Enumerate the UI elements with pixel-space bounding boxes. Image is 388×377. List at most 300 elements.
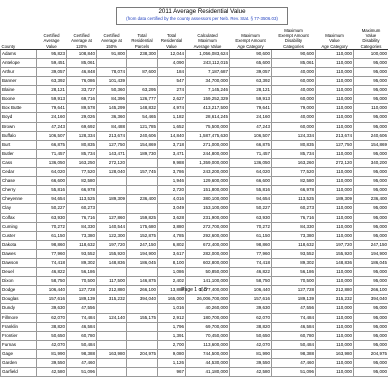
value-cell: 59,913 — [37, 95, 67, 104]
table-row — [1, 240, 388, 249]
table-row — [1, 322, 388, 331]
value-cell: 140,544 — [97, 222, 127, 231]
value-cell: 47,243 — [37, 122, 67, 131]
column-header: Parcels — [127, 44, 158, 50]
value-cell: 3,880 — [158, 222, 186, 231]
value-cell: 74,484 — [272, 313, 316, 322]
table-row — [1, 277, 388, 286]
value-cell: 143,471 — [97, 149, 127, 158]
value-cell: 212,880 — [316, 286, 354, 295]
value-cell: 106,507 — [37, 131, 67, 140]
value-cell: 66,600 — [230, 177, 272, 186]
column-header: Disability — [354, 38, 388, 43]
value-cell: 110,000 — [316, 122, 354, 131]
value-cell: 110,000 — [316, 58, 354, 67]
county-cell: Blaine — [1, 86, 37, 95]
value-cell: 141,100,000 — [186, 277, 230, 286]
value-cell: 98,388 — [272, 349, 316, 358]
value-cell: 28,614,245 — [186, 113, 230, 122]
value-cell: 50,227 — [37, 204, 67, 213]
value-cell: 3,786 — [158, 168, 186, 177]
value-cell: 64,020 — [230, 168, 272, 177]
value-cell: 189,139 — [67, 295, 97, 304]
value-cell: 189,309 — [316, 195, 354, 204]
table-row — [1, 304, 388, 313]
value-cell: 40,000 — [272, 113, 316, 122]
value-cell: 165,000 — [158, 295, 186, 304]
county-cell: Antelope — [1, 58, 37, 67]
value-cell: 70,500 — [67, 277, 97, 286]
county-cell: Dodge — [1, 286, 37, 295]
value-cell: 110,000 — [316, 68, 354, 77]
value-cell: 95,000 — [354, 304, 388, 313]
value-cell: 80,835 — [272, 140, 316, 149]
value-cell: 74,418 — [230, 258, 272, 267]
value-cell: 80,835 — [67, 140, 97, 149]
value-cell: 13,880 — [158, 286, 186, 295]
value-cell: 154,869 — [354, 140, 388, 149]
value-cell: 39,630 — [37, 304, 67, 313]
value-cell: 145,299 — [97, 104, 127, 113]
county-cell: Arthur — [1, 68, 37, 77]
value-cell: 127,750 — [316, 140, 354, 149]
value-cell: 95,000 — [354, 122, 388, 131]
value-cell: 98,860 — [37, 240, 67, 249]
value-cell: 82,580 — [272, 177, 316, 186]
value-cell: 155,175 — [127, 313, 158, 322]
value-cell: 110,000 — [316, 168, 354, 177]
county-cell: Boone — [1, 95, 37, 104]
value-cell: 77,520 — [67, 168, 97, 177]
value-cell: 189,730 — [127, 149, 158, 158]
value-cell — [127, 204, 158, 213]
value-cell: 157,616 — [230, 295, 272, 304]
value-cell: 148,836 — [97, 258, 127, 267]
value-cell: 247,150 — [354, 240, 388, 249]
table-row — [1, 186, 388, 195]
value-cell: 61,150 — [230, 231, 272, 240]
column-header: Age Category — [230, 44, 272, 50]
value-cell: 315,232 — [316, 295, 354, 304]
value-cell: 60,780 — [272, 331, 316, 340]
value-cell: 60,780 — [67, 331, 97, 340]
value-cell: 50,650 — [37, 331, 67, 340]
value-cell: 64,020 — [37, 168, 67, 177]
value-cell: 113,600,000 — [186, 340, 230, 349]
value-cell: 3,617 — [158, 249, 186, 258]
value-cell: 394,040 — [354, 295, 388, 304]
value-cell: 110,000 — [316, 340, 354, 349]
value-cell: 94,654 — [37, 195, 67, 204]
value-cell: 79,000 — [272, 104, 316, 113]
value-cell: 46,584 — [67, 322, 97, 331]
value-cell: 110,000 — [316, 322, 354, 331]
page-footer: Page 1 of 3 — [0, 287, 388, 293]
value-cell: 40,260,000 — [186, 304, 230, 313]
county-cell: Boyd — [1, 113, 37, 122]
value-cell — [127, 359, 158, 368]
table-row — [1, 86, 388, 95]
value-cell: 62,070 — [37, 313, 67, 322]
value-cell: 61,150 — [37, 231, 67, 240]
value-cell: 152,875 — [127, 231, 158, 240]
value-cell: 146,875 — [127, 277, 158, 286]
value-cell: 151,800,000 — [186, 186, 230, 195]
column-header: 120% — [67, 44, 97, 50]
value-cell: 1,359,000,000 — [186, 158, 230, 167]
value-cell: 272,120 — [97, 158, 127, 167]
value-cell: 9,080 — [158, 349, 186, 358]
value-cell: 46,822 — [37, 268, 67, 277]
value-cell: 55,816 — [230, 186, 272, 195]
county-cell: Chase — [1, 177, 37, 186]
value-cell: 127,860 — [97, 213, 127, 222]
value-cell: 29,026 — [67, 113, 97, 122]
value-cell: 75,500,000 — [186, 122, 230, 131]
value-cell: 1,946 — [158, 177, 186, 186]
value-cell: 89,302 — [272, 258, 316, 267]
value-cell: 124,140 — [97, 313, 127, 322]
value-cell: 127,750 — [97, 140, 127, 149]
value-cell: 56,186 — [67, 268, 97, 277]
value-cell: 63,930 — [37, 213, 67, 222]
column-header: Residential — [158, 38, 186, 43]
value-cell: 95,000 — [354, 168, 388, 177]
value-cell: 63,930 — [230, 213, 272, 222]
value-cell: 51,096 — [67, 368, 97, 377]
table-row — [1, 249, 388, 258]
value-cell — [97, 368, 127, 377]
value-cell: 175,680 — [127, 222, 158, 231]
value-cell: 85,061 — [272, 58, 316, 67]
value-cell: 110,000 — [316, 331, 354, 340]
residential-value-table — [0, 28, 388, 377]
value-cell: 266,100 — [354, 286, 388, 295]
table-row — [1, 122, 388, 131]
value-cell: 34,700,000 — [186, 77, 230, 86]
table-row — [1, 268, 388, 277]
value-cell: 380,100,000 — [186, 195, 230, 204]
value-cell: 1,086 — [158, 268, 186, 277]
value-cell: 1,056,083,624 — [186, 49, 230, 58]
county-cell: Banner — [1, 77, 37, 86]
column-header: Certified — [97, 33, 127, 38]
county-cell: Box Butte — [1, 104, 37, 113]
county-cell: Cheyenne — [1, 195, 37, 204]
value-cell: 155,920 — [316, 249, 354, 258]
value-cell: 967 — [158, 368, 186, 377]
table-row — [1, 149, 388, 158]
table-row — [1, 77, 388, 86]
table-row — [1, 349, 388, 358]
value-cell — [97, 340, 127, 349]
value-cell: 110,000 — [316, 104, 354, 113]
value-cell: 106,440 — [230, 286, 272, 295]
value-cell: 89,302 — [67, 258, 97, 267]
value-cell: 40,000 — [272, 86, 316, 95]
value-cell: 95,000 — [354, 268, 388, 277]
table-row — [1, 95, 388, 104]
value-cell: 95,000 — [354, 368, 388, 377]
county-cell: Cass — [1, 158, 37, 167]
value-cell: 4,785 — [158, 231, 186, 240]
column-header: Certified — [37, 33, 67, 38]
value-cell: 95,000 — [354, 222, 388, 231]
value-cell: 85,734 — [67, 149, 97, 158]
value-cell: 63,392 — [37, 77, 67, 86]
value-cell: 66,875 — [37, 140, 67, 149]
county-cell: Dawson — [1, 258, 37, 267]
table-row — [1, 168, 388, 177]
value-cell: 110,000 — [316, 95, 354, 104]
value-cell: 50,484 — [67, 340, 97, 349]
value-cell: 247,150 — [127, 240, 158, 249]
value-cell: 106,440 — [37, 286, 67, 295]
county-cell: Buffalo — [1, 131, 37, 140]
value-cell — [97, 204, 127, 213]
county-cell: Douglas — [1, 295, 37, 304]
value-cell: 1,652 — [158, 122, 186, 131]
value-cell: 244,800,000 — [186, 149, 230, 158]
value-cell: 124,334 — [272, 131, 316, 140]
title-box — [116, 7, 288, 25]
table-row — [1, 58, 388, 67]
column-header: Total — [158, 33, 186, 38]
value-cell: 24,160 — [230, 113, 272, 122]
value-cell: 136,050 — [37, 158, 67, 167]
value-cell: 47,243 — [230, 122, 272, 131]
value-cell: 4,090 — [158, 58, 186, 67]
value-cell: 100,000 — [354, 49, 388, 58]
value-cell: 121,785 — [127, 122, 158, 131]
value-cell: 292,600,000 — [186, 231, 230, 240]
value-cell: 98,388 — [67, 349, 97, 358]
value-cell: 204,975 — [127, 349, 158, 358]
value-cell: 6,802 — [158, 240, 186, 249]
column-header: Maximum — [354, 28, 388, 33]
value-cell: 113,525 — [272, 195, 316, 204]
value-cell: 95,000 — [354, 95, 388, 104]
value-cell: 194,900 — [127, 249, 158, 258]
value-cell: 101,439 — [97, 77, 127, 86]
value-cell: 39,630 — [230, 304, 272, 313]
value-cell: 110,000 — [316, 204, 354, 213]
value-cell: 1,182 — [158, 113, 186, 122]
value-cell: 55,816 — [37, 186, 67, 195]
value-cell: 189,139 — [272, 295, 316, 304]
value-cell: 50,850,000 — [186, 268, 230, 277]
value-cell: 117,500 — [97, 277, 127, 286]
value-cell: 95,000 — [354, 231, 388, 240]
value-cell: 60,000 — [272, 77, 316, 86]
page-subtitle: (from data certified by the county assessors per Neb. Rev. Stat. § 77-3506.03) — [117, 17, 287, 21]
value-cell: 84,330 — [272, 222, 316, 231]
column-header: Average at — [97, 38, 127, 43]
value-cell: 118,632 — [67, 240, 97, 249]
value-cell — [127, 186, 158, 195]
table-row — [1, 359, 388, 368]
value-cell: 110,000 — [316, 86, 354, 95]
value-cell: 110,000 — [316, 113, 354, 122]
value-cell — [127, 58, 158, 67]
value-cell: 110,000 — [316, 277, 354, 286]
value-cell: 71,457 — [37, 149, 67, 158]
value-cell: 33,727 — [67, 86, 97, 95]
value-cell: 110,000 — [316, 149, 354, 158]
value-cell: 47,556 — [272, 304, 316, 313]
value-cell: 197,720 — [97, 240, 127, 249]
value-cell: 2,720 — [158, 186, 186, 195]
value-cell: 186,045 — [354, 258, 388, 267]
value-cell: 157,745 — [127, 168, 158, 177]
value-cell: 118,632 — [272, 240, 316, 249]
value-cell: 95,823 — [37, 49, 67, 58]
value-cell: 106,507 — [230, 131, 272, 140]
county-cell: Gage — [1, 349, 37, 358]
column-header: Residential — [127, 38, 158, 43]
value-cell — [97, 186, 127, 195]
value-cell: 54,465 — [127, 113, 158, 122]
value-cell: 3,471 — [158, 149, 186, 158]
value-cell: 58,750 — [230, 277, 272, 286]
value-cell: 602,800,000 — [186, 258, 230, 267]
county-cell: Dakota — [1, 240, 37, 249]
value-cell: 7,145,246 — [186, 86, 230, 95]
column-header: Maximum — [272, 28, 316, 33]
county-cell: Franklin — [1, 322, 37, 331]
value-cell: 110,000 — [354, 104, 388, 113]
value-cell: 9,988 — [158, 158, 186, 167]
value-cell: 74,484 — [67, 313, 97, 322]
county-cell: Butler — [1, 149, 37, 158]
value-cell: 153,100,000 — [186, 204, 230, 213]
value-cell: 157,616 — [37, 295, 67, 304]
value-cell: 236,400 — [127, 195, 158, 204]
value-cell: 2,402 — [158, 277, 186, 286]
value-cell: 58,750 — [37, 277, 67, 286]
table-row — [1, 131, 388, 140]
column-header: Maximum — [316, 33, 354, 38]
value-cell: 1,126 — [158, 359, 186, 368]
column-header: 150% — [97, 44, 127, 50]
value-cell: 1,391 — [158, 331, 186, 340]
value-cell: 95,000 — [354, 322, 388, 331]
value-cell: 180,700,000 — [186, 313, 230, 322]
value-cell: 113,525 — [67, 195, 97, 204]
county-cell: Dixon — [1, 277, 37, 286]
value-cell: 79,641 — [37, 104, 67, 113]
value-cell: 744,500,000 — [186, 349, 230, 358]
value-cell: 50,227 — [230, 204, 272, 213]
value-cell: 38,820 — [230, 322, 272, 331]
value-cell: 547 — [158, 77, 186, 86]
column-header: Age Category — [316, 44, 354, 50]
page-title: 2011 Average Residential Value — [117, 9, 287, 15]
table-row — [1, 213, 388, 222]
value-cell: 62,070 — [230, 313, 272, 322]
value-cell: 50,650 — [230, 331, 272, 340]
value-cell: 28,121 — [37, 86, 67, 95]
value-cell: 47,460 — [67, 359, 97, 368]
county-cell: Furnas — [1, 340, 37, 349]
column-header: Value — [316, 38, 354, 43]
table-row — [1, 222, 388, 231]
value-cell: 163,980 — [316, 349, 354, 358]
county-cell: Adams — [1, 49, 37, 58]
value-cell — [97, 331, 127, 340]
value-cell — [127, 304, 158, 313]
column-header: Exempt Amount — [272, 33, 316, 38]
value-cell: 59,451 — [37, 58, 67, 67]
value-cell: 60,273 — [67, 204, 97, 213]
value-cell: 95,000 — [354, 77, 388, 86]
value-cell — [97, 304, 127, 313]
table-row — [1, 104, 388, 113]
value-cell: 77,520 — [272, 168, 316, 177]
table-row — [1, 331, 388, 340]
value-cell: 95,000 — [354, 68, 388, 77]
county-cell: Burt — [1, 140, 37, 149]
value-cell: 70,272 — [37, 222, 67, 231]
value-cell: 46,848 — [67, 68, 97, 77]
value-cell: 2,627 — [158, 95, 186, 104]
value-cell: 74,418 — [37, 258, 67, 267]
column-header: Disability — [272, 38, 316, 43]
value-cell: 110,000 — [316, 186, 354, 195]
value-cell: 44,530,000 — [186, 359, 230, 368]
value-cell: 129,600,000 — [186, 177, 230, 186]
value-cell: 110,000 — [316, 77, 354, 86]
value-cell: 95,000 — [354, 277, 388, 286]
value-cell: 77,960 — [37, 249, 67, 258]
column-header: Average at — [67, 38, 97, 43]
value-cell: 110,000 — [316, 313, 354, 322]
value-cell: 4,016 — [158, 195, 186, 204]
value-cell: 70,272 — [230, 222, 272, 231]
value-cell: 155,920 — [97, 249, 127, 258]
value-cell: 47,556 — [67, 304, 97, 313]
value-cell — [127, 340, 158, 349]
county-cell: Deuel — [1, 268, 37, 277]
value-cell: 274 — [158, 86, 186, 95]
value-cell: 39,057 — [230, 68, 272, 77]
column-header: Categories — [272, 44, 316, 50]
value-cell: 110,000 — [316, 213, 354, 222]
value-cell: 28,121 — [230, 86, 272, 95]
value-cell: 197,720 — [316, 240, 354, 249]
value-cell: 163,250 — [67, 158, 97, 167]
value-cell: 394,040 — [127, 295, 158, 304]
table-row — [1, 295, 388, 304]
value-cell: 41,180,000 — [186, 368, 230, 377]
value-cell: 36,360 — [97, 113, 127, 122]
value-cell: 163,260 — [272, 158, 316, 167]
value-cell: 95,000 — [354, 359, 388, 368]
value-cell: 69,700,000 — [186, 322, 230, 331]
table-row — [1, 258, 388, 267]
county-cell: Garfield — [1, 368, 37, 377]
value-cell: 136,050 — [230, 158, 272, 167]
value-cell: 60,000 — [272, 122, 316, 131]
table-row — [1, 368, 388, 377]
value-cell — [127, 268, 158, 277]
value-cell: 110,000 — [316, 49, 354, 58]
value-cell: 50,484 — [272, 340, 316, 349]
table-row — [1, 340, 388, 349]
value-cell: 128,040 — [97, 168, 127, 177]
value-cell: 159,252,329 — [186, 95, 230, 104]
value-cell — [97, 58, 127, 67]
